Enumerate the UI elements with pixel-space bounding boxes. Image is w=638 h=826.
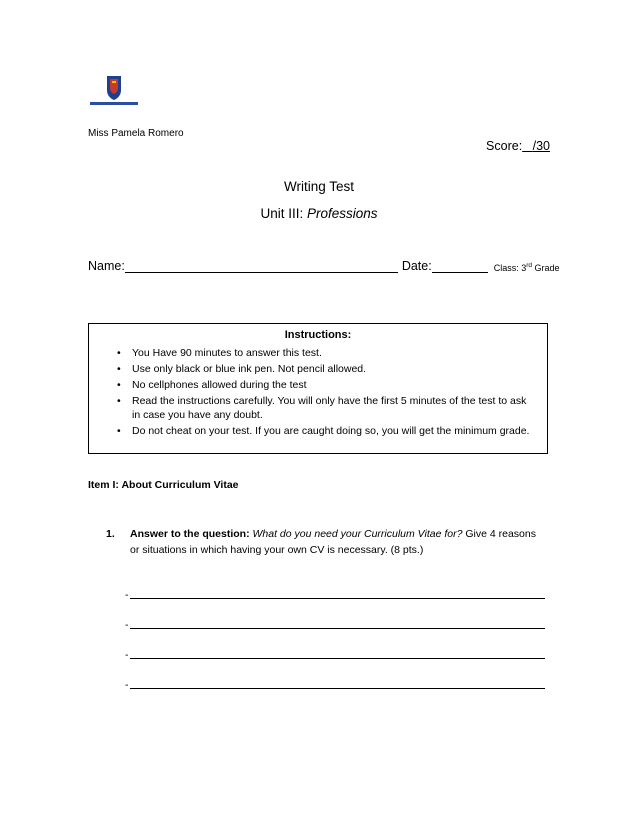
item-heading: Item I: About Curriculum Vitae <box>88 479 239 491</box>
instruction-item: • Do not cheat on your test. If you are caught doing so, you will get the minimum grade. <box>117 424 537 438</box>
answer-line-3[interactable]: - <box>125 649 545 661</box>
student-info-line <box>88 259 560 273</box>
date-label: Date: <box>401 259 432 273</box>
question-text: Answer to the question: What do you need your Curriculum Vitae for? Give 4 reasons or situations in which having your own CV is necessary. (8 pts.) <box>130 528 536 556</box>
name-label: Name: <box>88 259 125 273</box>
answer-line-2[interactable]: - <box>125 619 545 631</box>
question-1 <box>106 526 546 558</box>
class-label: Class: 3rd Grade <box>493 262 560 273</box>
instruction-item: • No cellphones allowed during the test <box>117 378 537 392</box>
answer-line-4[interactable]: - <box>125 679 545 691</box>
score-field <box>486 139 550 153</box>
score-label: Score: <box>486 139 523 153</box>
question-number: 1. <box>106 528 115 540</box>
answer-line-1[interactable]: - <box>125 589 545 601</box>
instructions-title: Instructions: <box>284 329 352 341</box>
score-value: /30 <box>532 139 550 153</box>
university-crest-icon <box>88 74 140 110</box>
date-blank[interactable] <box>432 260 488 273</box>
instructions-box <box>88 323 548 454</box>
name-blank[interactable] <box>125 260 398 273</box>
page-subtitle: Unit III: Professions <box>260 206 378 221</box>
teacher-name: Miss Pamela Romero <box>88 128 184 139</box>
page-title: Writing Test <box>283 179 355 194</box>
instruction-item: • Use only black or blue ink pen. Not pencil allowed. <box>117 362 537 376</box>
instructions-list <box>117 346 537 440</box>
instruction-item: • Read the instructions carefully. You will only have the first 5 minutes of the test to ask in case you have any doubt. <box>117 394 537 422</box>
instruction-item: • You Have 90 minutes to answer this test. <box>117 346 537 360</box>
